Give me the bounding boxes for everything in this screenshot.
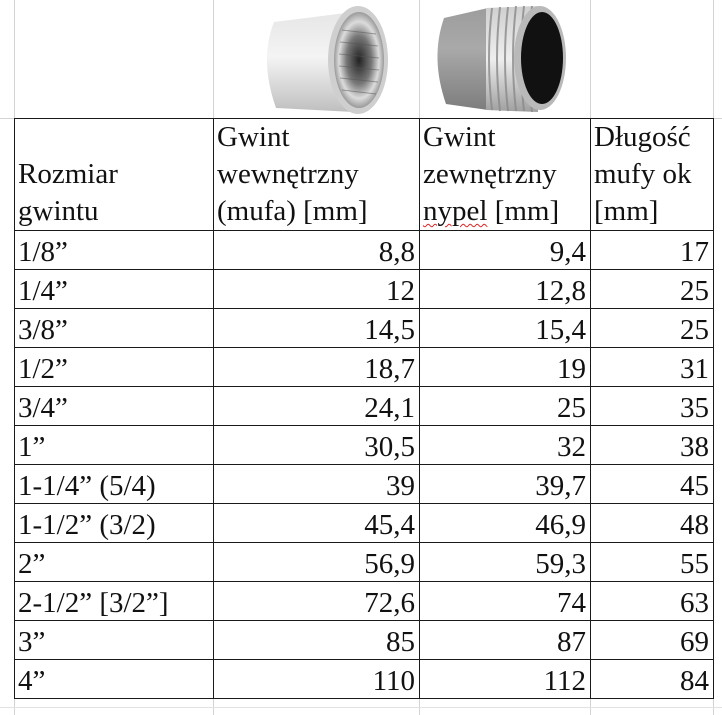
cell-internal-thread[interactable]: 56,9 <box>214 543 420 582</box>
header-line: (mufa) [mm] <box>217 195 368 227</box>
table-row <box>15 348 714 387</box>
cell-coupling-length[interactable]: 17 <box>591 231 714 270</box>
cell-coupling-length[interactable]: 35 <box>591 387 714 426</box>
cell-thread-size[interactable]: 1/8” <box>15 231 214 270</box>
gridline <box>0 707 722 708</box>
cell-thread-size[interactable]: 1-1/2” (3/2) <box>15 504 214 543</box>
table-row <box>15 660 714 699</box>
cell-external-thread[interactable]: 39,7 <box>420 465 591 504</box>
nypel-fitting-image <box>420 0 590 118</box>
cell-external-thread[interactable]: 46,9 <box>420 504 591 543</box>
table-row <box>15 387 714 426</box>
cell-thread-size[interactable]: 4” <box>15 660 214 699</box>
cell-external-thread[interactable]: 12,8 <box>420 270 591 309</box>
cell-coupling-length[interactable]: 25 <box>591 270 714 309</box>
cell-coupling-length[interactable]: 84 <box>591 660 714 699</box>
cell-external-thread[interactable]: 15,4 <box>420 309 591 348</box>
table-row <box>15 621 714 660</box>
cell-internal-thread[interactable]: 8,8 <box>214 231 420 270</box>
header-coupling-length <box>591 119 714 231</box>
header-line: Długość <box>594 121 691 153</box>
header-line: wewnętrzny <box>217 158 359 190</box>
mufa-fitting-image <box>214 0 419 118</box>
cell-internal-thread[interactable]: 72,6 <box>214 582 420 621</box>
cell-external-thread[interactable]: 74 <box>420 582 591 621</box>
header-line: Rozmiar <box>18 158 118 190</box>
table-row <box>15 465 714 504</box>
cell-internal-thread[interactable]: 24,1 <box>214 387 420 426</box>
header-line: Gwint <box>423 121 496 153</box>
cell-thread-size[interactable]: 3/4” <box>15 387 214 426</box>
table-row <box>15 426 714 465</box>
header-thread-size <box>15 119 214 231</box>
header-line: gwintu <box>18 195 99 227</box>
cell-thread-size[interactable]: 1/2” <box>15 348 214 387</box>
cell-coupling-length[interactable]: 55 <box>591 543 714 582</box>
cell-thread-size[interactable]: 3/8” <box>15 309 214 348</box>
cell-internal-thread[interactable]: 14,5 <box>214 309 420 348</box>
cell-external-thread[interactable]: 9,4 <box>420 231 591 270</box>
table-row <box>15 543 714 582</box>
gridline <box>0 118 14 119</box>
header-line: Gwint <box>217 121 290 153</box>
cell-thread-size[interactable]: 2” <box>15 543 214 582</box>
cell-external-thread[interactable]: 112 <box>420 660 591 699</box>
cell-thread-size[interactable]: 1” <box>15 426 214 465</box>
cell-external-thread[interactable]: 32 <box>420 426 591 465</box>
cell-coupling-length[interactable]: 25 <box>591 309 714 348</box>
cell-internal-thread[interactable]: 30,5 <box>214 426 420 465</box>
table-row <box>15 270 714 309</box>
cell-external-thread[interactable]: 25 <box>420 387 591 426</box>
cell-coupling-length[interactable]: 31 <box>591 348 714 387</box>
header-line: zewnętrzny <box>423 158 557 190</box>
table-row <box>15 582 714 621</box>
header-line: nypel [mm] <box>423 195 560 227</box>
cell-thread-size[interactable]: 1/4” <box>15 270 214 309</box>
table-row <box>15 504 714 543</box>
cell-internal-thread[interactable]: 45,4 <box>214 504 420 543</box>
header-internal-thread <box>214 119 420 231</box>
cell-external-thread[interactable]: 59,3 <box>420 543 591 582</box>
cell-coupling-length[interactable]: 69 <box>591 621 714 660</box>
cell-coupling-length[interactable]: 45 <box>591 465 714 504</box>
spellcheck-word: nypel <box>423 195 488 227</box>
table-row <box>15 231 714 270</box>
header-line: mufy ok <box>594 158 692 190</box>
cell-thread-size[interactable]: 3” <box>15 621 214 660</box>
header-line: [mm] <box>594 195 659 227</box>
cell-internal-thread[interactable]: 110 <box>214 660 420 699</box>
cell-internal-thread[interactable]: 39 <box>214 465 420 504</box>
header-row <box>15 119 714 231</box>
cell-coupling-length[interactable]: 63 <box>591 582 714 621</box>
header-external-thread <box>420 119 591 231</box>
gridline <box>713 118 722 119</box>
cell-internal-thread[interactable]: 85 <box>214 621 420 660</box>
cell-external-thread[interactable]: 87 <box>420 621 591 660</box>
cell-coupling-length[interactable]: 38 <box>591 426 714 465</box>
cell-coupling-length[interactable]: 48 <box>591 504 714 543</box>
cell-internal-thread[interactable]: 18,7 <box>214 348 420 387</box>
thread-size-table <box>14 118 714 699</box>
cell-thread-size[interactable]: 1-1/4” (5/4) <box>15 465 214 504</box>
cell-external-thread[interactable]: 19 <box>420 348 591 387</box>
table-row <box>15 309 714 348</box>
cell-internal-thread[interactable]: 12 <box>214 270 420 309</box>
cell-thread-size[interactable]: 2-1/2” [3/2”] <box>15 582 214 621</box>
